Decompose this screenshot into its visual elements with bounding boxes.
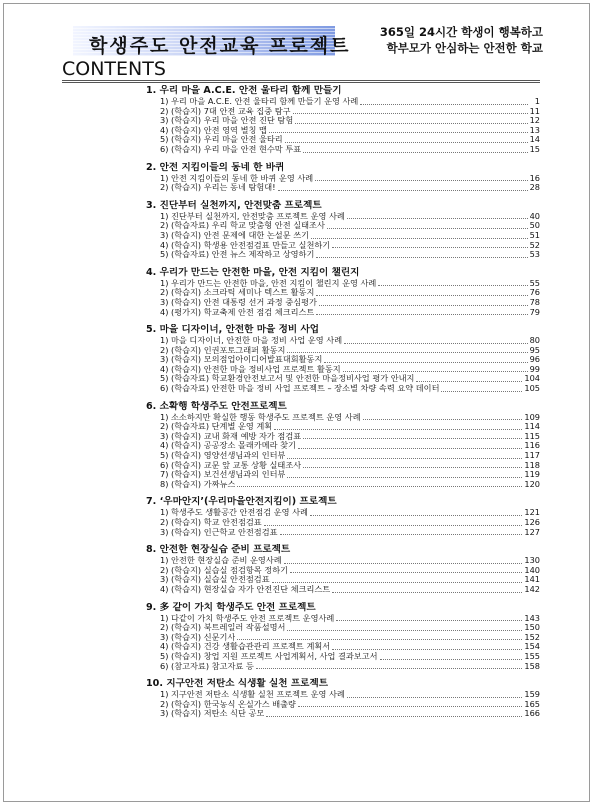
toc-entry[interactable] [160, 633, 540, 643]
page-number: 14 [529, 134, 540, 145]
toc-section [146, 162, 540, 193]
section-items [160, 97, 540, 155]
dot-leader [347, 212, 528, 219]
toc-entry[interactable] [160, 116, 540, 126]
dot-leader [319, 299, 528, 306]
page-number: 76 [529, 287, 540, 298]
page-number: 80 [529, 335, 540, 346]
toc-entry-title: 1) 소소하지만 확실한 행동 학생주도 프로젝트 운영 사례 [160, 412, 361, 422]
dot-leader [287, 471, 522, 478]
toc-entry-title: 5) (학습지) 우리 마을 안전 울타리 [160, 135, 283, 145]
toc-entry-title: 1) 우리 마을 A.C.E. 안전 울타리 함께 만들기 운영 사례 [160, 97, 359, 106]
toc-entry[interactable] [160, 174, 540, 184]
page-number: 154 [524, 641, 540, 652]
toc-entry[interactable] [160, 566, 540, 576]
toc-entry-title: 2) (학습지) 한국농식 온실가스 배출량 [160, 699, 296, 709]
toc-entry-title: 4) (학습지) 안전한 마을 정비사업 프로젝트 활동지 [160, 364, 341, 374]
page-number: 141 [524, 574, 540, 585]
toc-entry[interactable] [160, 384, 540, 394]
dot-leader [237, 480, 522, 487]
toc-entry-title: 3) (학습지) 우리 마을 안전 진단 탐험 [160, 116, 294, 126]
dot-leader [316, 289, 527, 296]
page-number: 28 [529, 182, 540, 193]
dot-leader [298, 700, 522, 707]
dot-leader [332, 586, 522, 593]
section-items [160, 336, 540, 394]
toc-entry[interactable] [160, 241, 540, 251]
dot-leader [363, 413, 523, 420]
section-items [160, 690, 540, 719]
toc-entry[interactable] [160, 652, 540, 662]
slogan-line-1: 365일 24시간 학생이 행복하고 [379, 25, 543, 39]
toc-entry-title: 1) 진단부터 실천까지, 안전맞춤 프로젝트 운영 사례 [160, 211, 345, 221]
section-title[interactable]: 1. 우리 마을 A.C.E. 안전 울타리 함께 만들기 [146, 85, 342, 96]
toc-entry[interactable] [160, 556, 540, 566]
toc-entry-title: 4) (평가지) 학교축제 안전 점검 체크리스트 [160, 307, 315, 317]
toc-entry[interactable] [160, 700, 540, 710]
page-number: 155 [524, 650, 540, 661]
page-number: 11 [529, 105, 540, 116]
dot-leader [303, 432, 522, 439]
page-number: 117 [524, 450, 540, 461]
dot-leader [266, 710, 522, 717]
toc-entry[interactable] [160, 480, 540, 490]
toc-entry[interactable] [160, 336, 540, 346]
toc-entry[interactable] [160, 374, 540, 384]
dot-leader [336, 614, 522, 621]
page-number: 130 [524, 555, 540, 566]
page-number: 140 [524, 564, 540, 575]
toc-entry-title: 6) (학습지) 교문 앞 교통 상황 실태조사 [160, 460, 302, 470]
toc-entry[interactable] [160, 135, 540, 145]
page-number: 121 [524, 507, 540, 518]
page-number: 15 [529, 143, 540, 154]
dot-leader [287, 624, 522, 631]
dot-leader [303, 146, 527, 153]
page-number: 150 [524, 622, 540, 633]
dot-leader [293, 107, 528, 114]
toc-entry[interactable] [160, 413, 540, 423]
dot-leader [347, 691, 523, 698]
dot-leader [327, 222, 528, 229]
toc-entry-title: 2) (학습자료) 단계별 운영 계획 [160, 422, 273, 432]
toc-entry-title: 1) 안전 지킴이들의 동네 한 바퀴 운영 사례 [160, 173, 314, 183]
toc-entry-title: 2) (학습지) 우리는 동네 탐험대! [160, 183, 276, 193]
slogan-line-2: 학부모가 안심하는 안전한 학교 [386, 41, 543, 55]
section-title[interactable]: 8. 안전한 현장실습 준비 프로젝트 [146, 544, 291, 556]
section-title[interactable]: 3. 진단부터 실천까지, 안전맞춤 프로젝트 [146, 199, 322, 211]
toc-entry-title: 4) (학습지) 현장실습 자가 안전진단 체크리스트 [160, 584, 331, 594]
toc-entry-title: 6) (참고자료) 참고자료 등 [160, 661, 254, 671]
toc-entry-title: 5) (학습자료) 안전 뉴스 제작하고 상영하기 [160, 250, 315, 260]
title-banner [73, 26, 351, 57]
section-title[interactable]: 7. ‘우마안지’(우리마을안전지킴이) 프로젝트 [146, 496, 337, 508]
dot-leader [380, 653, 523, 660]
toc-entry-title: 8) (학습지) 가짜뉴스 [160, 479, 236, 489]
dot-leader [311, 232, 528, 239]
page-number: 118 [524, 459, 540, 470]
toc-entry-title: 4) (학습지) 안전 영역 별칭 맵 [160, 125, 267, 135]
dot-leader [332, 643, 522, 650]
toc-entry[interactable] [160, 461, 540, 471]
page-number: 53 [529, 249, 540, 260]
toc-entry[interactable] [160, 614, 540, 624]
toc-entry[interactable] [160, 183, 540, 193]
dot-leader [287, 346, 527, 353]
page-number: 95 [529, 344, 540, 355]
toc-entry-title: 3) (학습지) 안전 대통령 선거 과정 중심평가 [160, 297, 317, 307]
dot-leader [316, 308, 527, 315]
toc-entry-title: 6) (학습자료) 안전한 마을 정비 사업 프로젝트 – 장소별 차량 속력 요약 데이터 [160, 384, 440, 394]
dot-leader [285, 136, 528, 143]
toc-entry[interactable] [160, 250, 540, 260]
section-title[interactable]: 6. 소확행 학생주도 안전프로젝트 [146, 400, 287, 412]
toc-entry-title: 3) (학습지) 저탄소 식단 공모 [160, 709, 265, 719]
toc-section [146, 267, 540, 317]
page-number: 99 [529, 363, 540, 374]
page-number: 1 [534, 96, 540, 106]
toc-entry[interactable] [160, 97, 540, 107]
page-number: 52 [529, 239, 540, 250]
toc-section [146, 324, 540, 394]
dot-leader [310, 509, 522, 516]
page-number: 165 [524, 698, 540, 709]
toc-entry[interactable] [160, 642, 540, 652]
dot-leader [264, 519, 523, 526]
section-title[interactable]: 2. 안전 지킴이들의 동네 한 바퀴 [146, 161, 285, 173]
page-number: 50 [529, 220, 540, 231]
toc-section [146, 200, 540, 260]
page-number: 120 [524, 478, 540, 489]
toc-entry[interactable] [160, 107, 540, 117]
toc-entry[interactable] [160, 518, 540, 528]
toc-entry-title: 1) 학생주도 생활공간 안전점검 운영 사례 [160, 508, 308, 518]
toc-entry-title: 2) (학습자료) 우리 학교 맞춤형 안전 실태조사 [160, 221, 325, 231]
toc-section [146, 401, 540, 490]
heading-divider [62, 80, 540, 83]
toc-entry-title: 2) (학습지) 북트레일러 작품설명서 [160, 623, 286, 633]
toc-entry-title: 3) (학습지) 안전 문제에 대한 논설문 쓰기 [160, 230, 310, 240]
dot-leader [316, 251, 527, 258]
dot-leader [237, 633, 522, 640]
toc-entry[interactable] [160, 346, 540, 356]
dot-leader [378, 279, 527, 286]
toc-entry-title: 1) 우리가 만드는 안전한 마을, 안전 지킴이 챌린지 운영 사례 [160, 278, 377, 288]
page-number: 104 [524, 373, 540, 384]
page-number: 40 [529, 210, 540, 221]
toc-entry[interactable] [160, 279, 540, 289]
section-items [160, 413, 540, 490]
dot-leader [343, 365, 528, 372]
toc-entry[interactable] [160, 451, 540, 461]
toc-entry[interactable] [160, 623, 540, 633]
page-number: 105 [524, 383, 540, 394]
toc-entry-title: 2) (학습지) 7대 안전 교육 집중 탐구 [160, 106, 291, 116]
section-title[interactable]: 10. 지구안전 저탄소 식생활 실천 프로젝트 [146, 678, 328, 690]
page-number: 78 [529, 296, 540, 307]
toc-entry-title: 5) (학습지) 영양선생님과의 인터뷰 [160, 451, 286, 461]
toc-entry-title: 1) 지구안전 저탄소 식생활 실천 프로젝트 운영 사례 [160, 690, 345, 700]
toc-entry[interactable] [160, 508, 540, 518]
dot-leader [303, 461, 522, 468]
dot-leader [360, 98, 528, 105]
toc-entry-title: 3) (학습지) 실습실 안전점검표 [160, 575, 270, 585]
page-number: 119 [524, 469, 540, 480]
page-number: 12 [529, 115, 540, 126]
toc-entry[interactable] [160, 126, 540, 136]
page-number: 159 [524, 689, 540, 700]
dot-leader [315, 174, 527, 181]
dot-leader [287, 452, 522, 459]
section-items [160, 614, 540, 672]
toc-entry[interactable] [160, 585, 540, 595]
toc-entry[interactable] [160, 145, 540, 155]
dot-leader [295, 117, 527, 124]
toc-section [146, 85, 540, 155]
section-items [160, 279, 540, 317]
toc-entry-title: 1) 다같이 가치 학생주도 안전 프로젝트 운영사례 [160, 613, 335, 623]
toc-section [146, 602, 540, 672]
toc-entry-title: 4) (학습지) 학생용 안전점검표 만들고 실천하기 [160, 240, 331, 250]
section-items [160, 174, 540, 193]
toc-entry-title: 1) 안전한 현장실습 준비 운영사례 [160, 556, 282, 566]
dot-leader [298, 442, 522, 449]
section-items [160, 212, 540, 260]
page-number: 55 [529, 277, 540, 288]
toc-entry-title: 7) (학습지) 보건선생님과의 인터뷰 [160, 470, 286, 480]
page-number: 143 [524, 612, 540, 623]
toc-entry-title: 6) (학습지) 우리 마을 안전 현수막 투표 [160, 144, 302, 154]
toc-entry[interactable] [160, 221, 540, 231]
toc-entry-title: 1) 마을 디자이너, 안전한 마을 정비 사업 운영 사례 [160, 336, 343, 346]
table-of-contents [146, 85, 540, 726]
page-number: 166 [524, 708, 540, 719]
page-number: 13 [529, 124, 540, 135]
toc-entry-title: 5) (학습지) 창업 지원 프로젝트 사업계획서, 사업 결과보고서 [160, 651, 378, 661]
section-title[interactable]: 5. 마을 디자이너, 안전한 마을 정비 사업 [146, 324, 320, 336]
toc-entry-title: 3) (학습지) 신문기사 [160, 632, 236, 642]
toc-entry-title: 2) (학습지) 학교 안전점검표 [160, 518, 262, 527]
toc-entry-title: 2) (학습지) 소크라틱 세미나 텍스트 활동지 [160, 288, 315, 298]
dot-leader [344, 337, 527, 344]
toc-entry-title: 2) (학습지) 인권포토그래퍼 활동지 [160, 345, 286, 355]
dot-leader [272, 576, 523, 583]
slogan [380, 24, 543, 56]
toc-section [146, 544, 540, 594]
dot-leader [280, 528, 523, 535]
page-number: 51 [529, 229, 540, 240]
page-number: 126 [524, 517, 540, 527]
contents-heading: CONTENTS [62, 58, 166, 80]
dot-leader [290, 566, 522, 573]
toc-entry-title: 3) (학습지) 인근학교 안전점검표 [160, 527, 278, 537]
toc-entry[interactable] [160, 308, 540, 318]
toc-entry-title: 2) (학습지) 실습실 점검항목 정하기 [160, 565, 289, 575]
toc-entry[interactable] [160, 355, 540, 365]
page-number: 116 [524, 440, 540, 451]
toc-entry[interactable] [160, 470, 540, 480]
toc-section [146, 496, 540, 537]
dot-leader [284, 557, 523, 564]
section-items [160, 508, 540, 537]
toc-entry[interactable] [160, 528, 540, 538]
page-number: 16 [529, 172, 540, 183]
dot-leader [269, 126, 528, 133]
toc-entry[interactable] [160, 422, 540, 432]
section-title[interactable]: 9. 多 같이 가치 학생주도 안전 프로젝트 [146, 601, 316, 613]
toc-entry[interactable] [160, 212, 540, 222]
toc-entry-title: 3) (학습지) 교내 화재 예방 자가 점검표 [160, 431, 302, 441]
page-number: 115 [524, 430, 540, 441]
toc-entry[interactable] [160, 709, 540, 719]
section-title[interactable]: 4. 우리가 만드는 안전한 마을, 안전 지킴이 챌린지 [146, 266, 360, 278]
toc-entry[interactable] [160, 441, 540, 451]
page-number: 114 [524, 421, 540, 432]
page-number: 142 [524, 583, 540, 594]
page-number: 79 [529, 306, 540, 317]
dot-leader [256, 662, 523, 669]
toc-section [146, 678, 540, 719]
page-number: 127 [524, 526, 540, 537]
toc-entry[interactable] [160, 365, 540, 375]
toc-entry-title: 4) (학습지) 건강 생활습관관리 프로젝트 계획서 [160, 642, 331, 652]
toc-entry[interactable] [160, 432, 540, 442]
dot-leader [416, 375, 522, 382]
toc-entry-title: 5) (학습자료) 학교환경안전보고서 및 안전한 마을정비사업 평가 안내지 [160, 374, 415, 384]
page-number: 96 [529, 354, 540, 365]
dot-leader [274, 423, 522, 430]
toc-entry[interactable] [160, 575, 540, 585]
dot-leader [278, 184, 528, 191]
page-number: 152 [524, 631, 540, 642]
page-header [63, 20, 543, 60]
page-number: 158 [524, 660, 540, 671]
toc-entry[interactable] [160, 298, 540, 308]
toc-entry[interactable] [160, 662, 540, 672]
toc-entry-title: 4) (학습지) 공공장소 몰래카메라 찾기 [160, 441, 296, 451]
toc-entry[interactable] [160, 690, 540, 700]
toc-entry[interactable] [160, 288, 540, 298]
dot-leader [441, 385, 522, 392]
page-number: 109 [524, 411, 540, 422]
toc-entry-title: 3) (학습지) 모의점업아이디어발표대회활동지 [160, 355, 323, 365]
dot-leader [324, 356, 527, 363]
toc-entry[interactable] [160, 231, 540, 241]
dot-leader [332, 241, 527, 248]
section-items [160, 556, 540, 594]
banner-title: 학생주도 안전교육 프로젝트 [89, 35, 351, 57]
